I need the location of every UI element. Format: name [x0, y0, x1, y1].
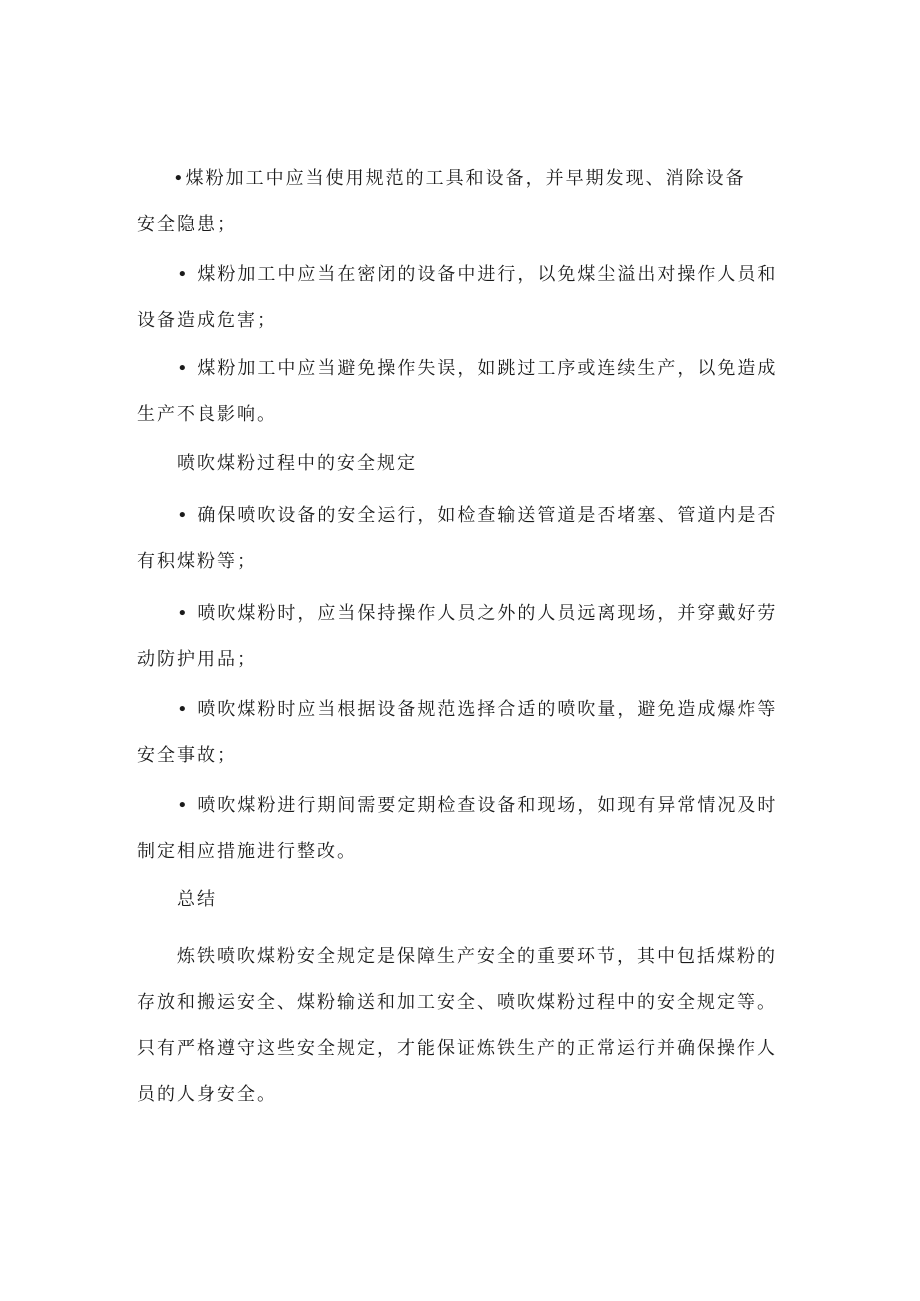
list-item — [137, 493, 785, 585]
text-line: • 煤粉加工中应当避免操作失误，如跳过工序或连续生产，以免造成 — [177, 358, 778, 379]
text-line: 制定相应措施进行整改。 — [137, 841, 357, 862]
text-line: • 喷吹煤粉进行期间需要定期检查设备和现场，如现有异常情况及时 — [177, 795, 778, 816]
text-line: 员的人身安全。 — [137, 1084, 277, 1105]
list-item — [137, 156, 785, 248]
section-heading — [137, 441, 785, 487]
text-line: 有积煤粉等； — [137, 551, 257, 572]
list-item — [137, 346, 785, 438]
list-item — [137, 687, 785, 779]
text-line: 设备造成危害； — [137, 310, 277, 331]
text-line: 存放和搬运安全、煤粉输送和加工安全、喷吹煤粉过程中的安全规定等。 — [137, 992, 777, 1013]
section-heading-text: 总结 — [177, 889, 217, 910]
text-line: 生产不良影响。 — [137, 404, 277, 425]
list-item — [137, 252, 785, 344]
section-heading — [137, 877, 785, 923]
section-heading-text: 喷吹煤粉过程中的安全规定 — [177, 453, 417, 474]
list-item — [137, 783, 785, 875]
list-item — [137, 591, 785, 683]
summary-paragraph — [137, 934, 785, 1118]
text-line: 只有严格遵守这些安全规定，才能保证炼铁生产的正常运行并确保操作人 — [137, 1038, 777, 1059]
text-line: 安全隐患； — [137, 214, 237, 235]
text-line: • 确保喷吹设备的安全运行，如检查输送管道是否堵塞、管道内是否 — [177, 505, 778, 526]
text-line: 安全事故； — [137, 745, 237, 766]
text-line: 炼铁喷吹煤粉安全规定是保障生产安全的重要环节，其中包括煤粉的 — [177, 946, 777, 967]
text-line: • 喷吹煤粉时应当根据设备规范选择合适的喷吹量，避免造成爆炸等 — [177, 699, 778, 720]
text-line: • 喷吹煤粉时，应当保持操作人员之外的人员远离现场，并穿戴好劳 — [177, 603, 778, 624]
text-line: • 煤粉加工中应当在密闭的设备中进行，以免煤尘溢出对操作人员和 — [177, 264, 778, 285]
text-line: 动防护用品； — [137, 649, 257, 670]
text-line: •煤粉加工中应当使用规范的工具和设备，并早期发现、消除设备 — [173, 168, 746, 189]
